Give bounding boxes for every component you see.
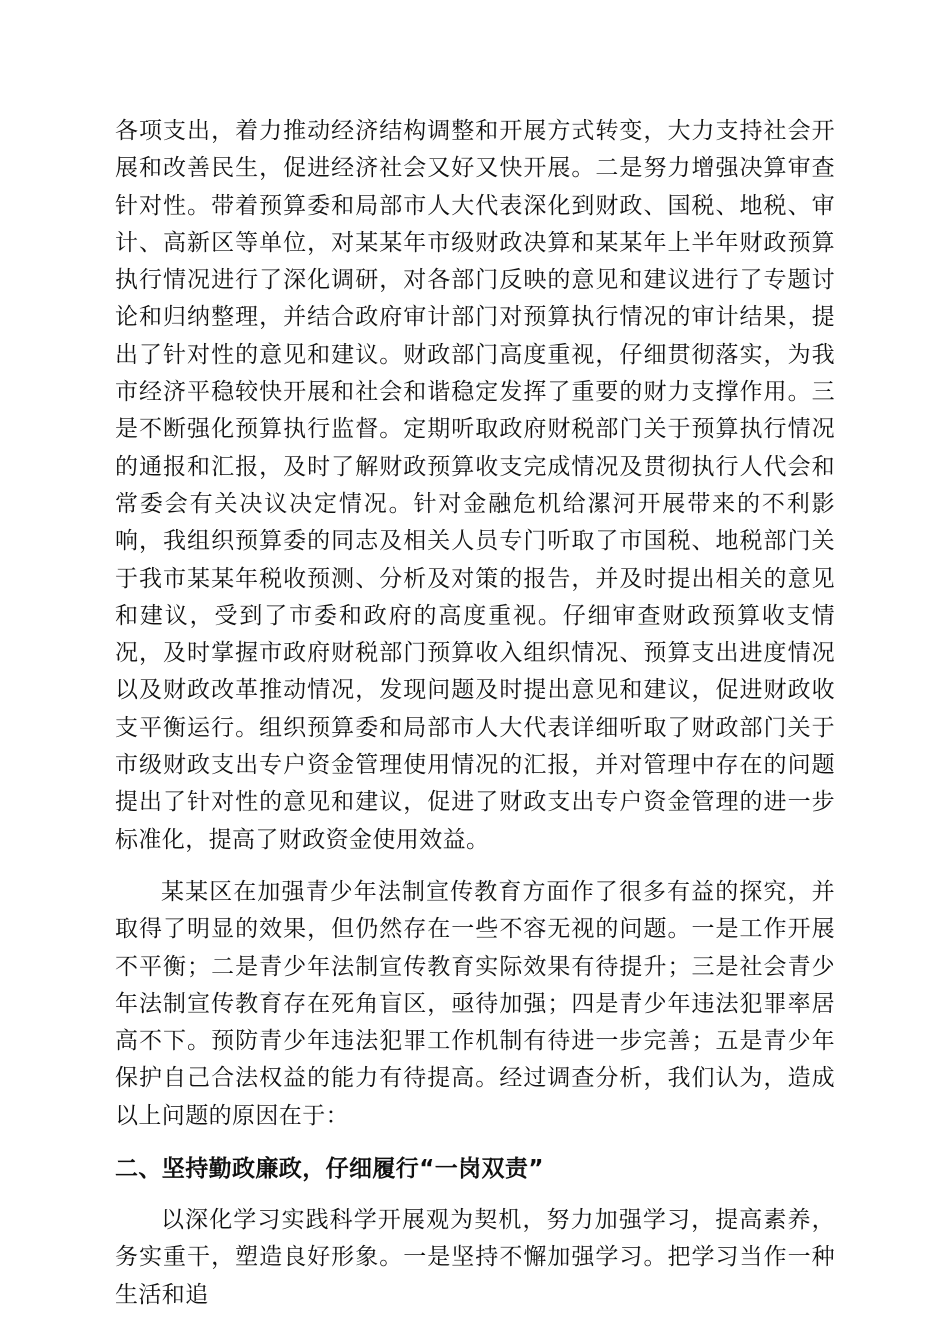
section-heading: 二、坚持勤政廉政，仔细履行“一岗双责” [115, 1156, 544, 1183]
body-paragraph-budget: 各项支出，着力推动经济结构调整和开展方式转变，大力支持社会开展和改善民生，促进经济社会又好又快开展。二是努力增强决算审查针对性。带着预算委和局部市人大代表深化到财政、国税、地税、审计、高新区等单位，对某某年市级财政决算和某某年上半年财政预算执行情况进行了深化调研，对各部门反映的意见和建议进行了专题讨论和归纳整理，并结合政府审计部门对预算执行情况的审计结果，提出了针对性的意见和建议。财政部门高度重视，仔细贯彻落实，为我市经济平稳较快开展和社会和谐稳定发挥了重要的财力支撑作用。三是不断强化预算执行监督。定期听取政府财税部门关于预算执行情况的通报和汇报，及时了解财政预算收支完成情况及贯彻执行人代会和常委会有关决议决定情况。针对金融危机给漯河开展带来的不利影响，我组织预算委的同志及相关人员专门听取了市国税、地税部门关于我市某某年税收预测、分析及对策的报告，并及时提出相关的意见和建议，受到了市委和政府的高度重视。仔细审查财政预算收支情况，及时掌握市政府财税部门预算收入组织情况、预算支出进度情况以及财政改革推动情况，发现问题及时提出意见和建议，促进财政收支平衡运行。组织预算委和局部市人大代表详细听取了财政部门关于市级财政支出专户资金管理使用情况的汇报，并对管理中存在的问题提出了针对性的意见和建议，促进了财政支出专户资金管理的进一步标准化，提高了财政资金使用效益。 [115, 118, 835, 853]
body-paragraph-youth-legal: 某某区在加强青少年法制宣传教育方面作了很多有益的探究，并取得了明显的效果，但仍然存在一些不容无视的问题。一是工作开展不平衡；二是青少年法制宣传教育实际效果有待提升；三是社会青少年法制宣传教育存在死角盲区，亟待加强；四是青少年违法犯罪率居高不下。预防青少年违法犯罪工作机制有待进一步完善；五是青少年保护自己合法权益的能力有待提高。经过调查分析，我们认为，造成以上问题的原因在于： [115, 878, 835, 1129]
body-paragraph-study: 以深化学习实践科学开展观为契机，努力加强学习，提高素养，务实重干，塑造良好形象。一是坚持不懈加强学习。把学习当作一种生活和追 [115, 1207, 835, 1308]
document-page [115, 113, 835, 1314]
